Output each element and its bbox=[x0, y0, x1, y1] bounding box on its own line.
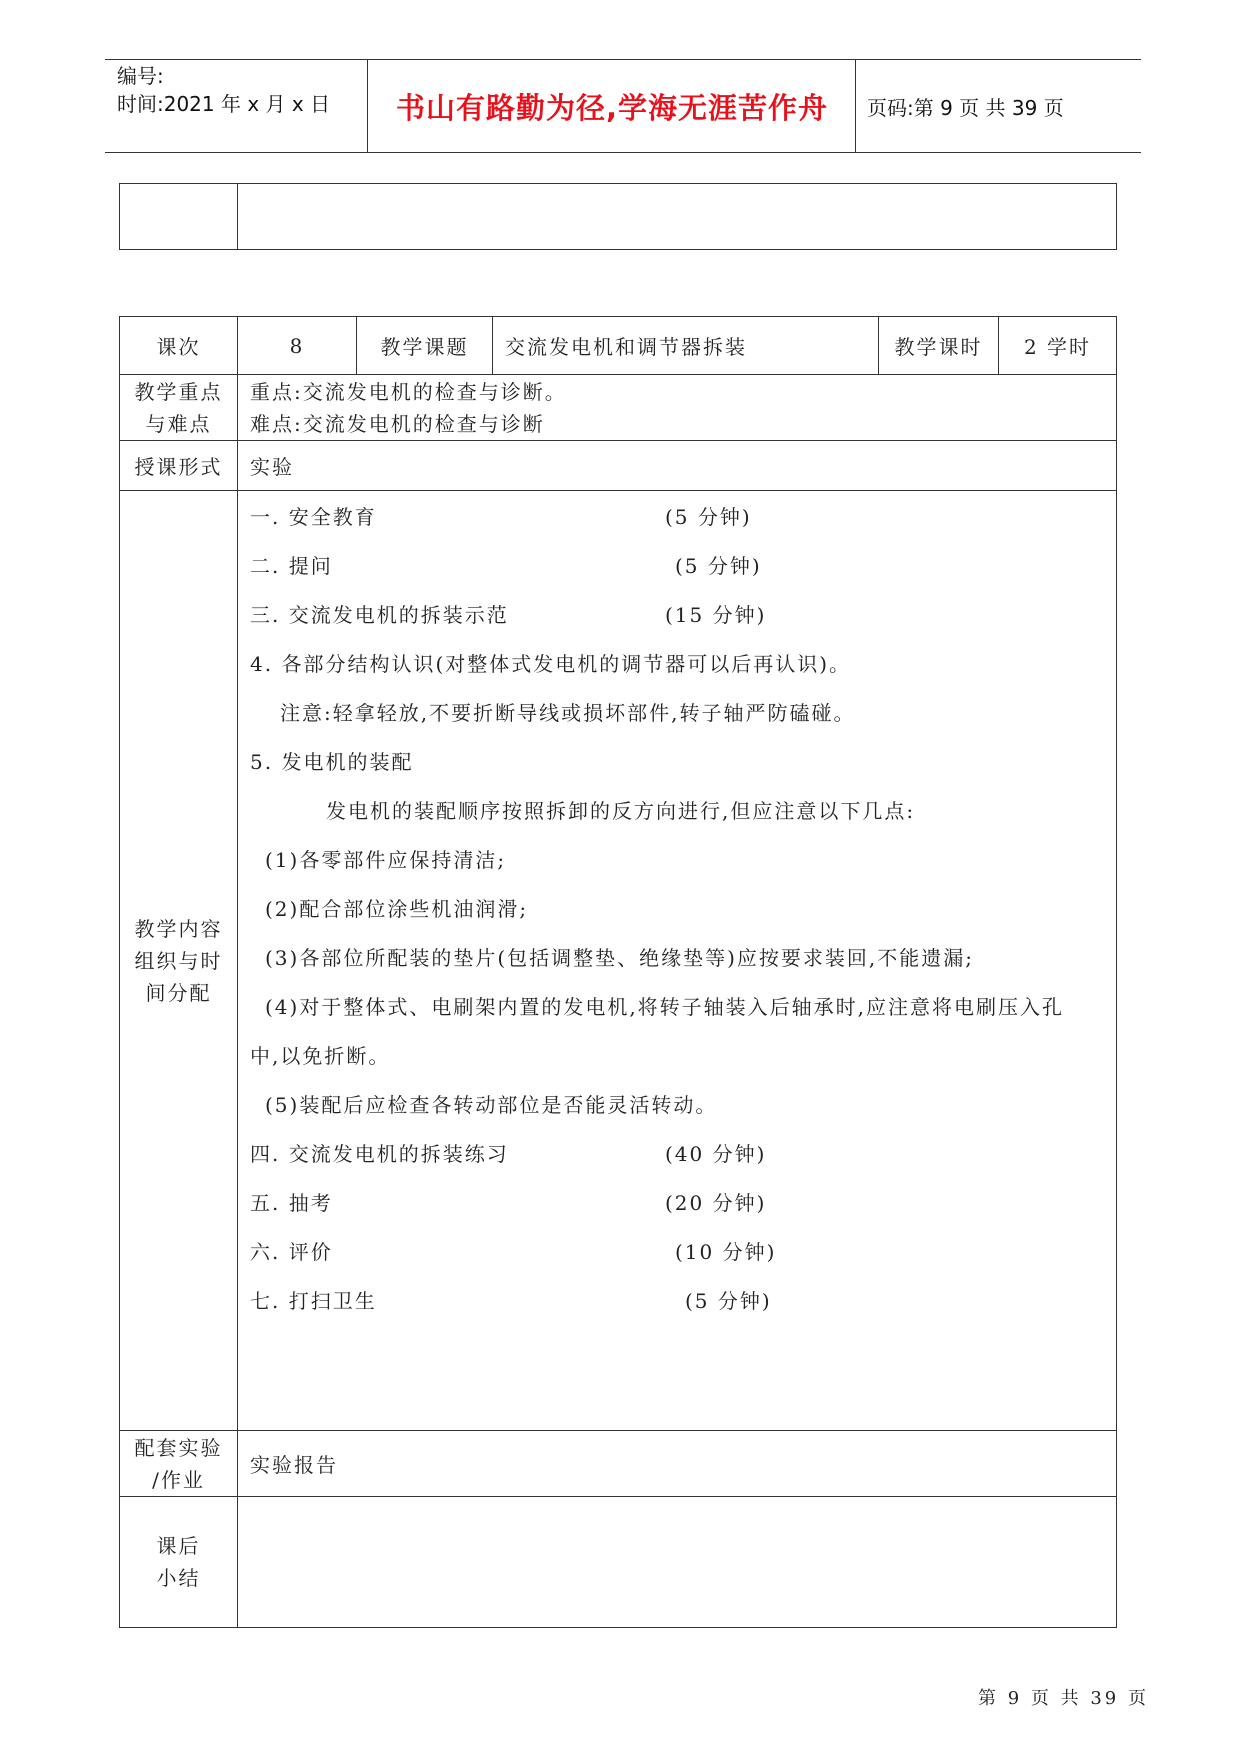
step-text: 七. 打扫卫生 bbox=[250, 1289, 377, 1313]
step-duration: (15 分钟) bbox=[665, 603, 767, 627]
assembly-point: (2)配合部位涂些机油润滑; bbox=[265, 897, 529, 921]
homework-label bbox=[120, 1431, 238, 1497]
topic-label: 教学课题 bbox=[357, 317, 493, 375]
summary-label-line: 小结 bbox=[156, 1566, 201, 1590]
assembly-point: (4)对于整体式、电刷架内置的发电机,将转子轴装入后轴承时,应注意将电刷压入孔 bbox=[265, 995, 1065, 1019]
document-time-label: 时间:2021 年 x 月 x 日 bbox=[117, 92, 331, 116]
blank-cell bbox=[238, 184, 1117, 250]
step-duration: (5 分钟) bbox=[675, 554, 762, 578]
step-duration: (40 分钟) bbox=[665, 1142, 767, 1166]
session-label: 课次 bbox=[120, 317, 238, 375]
content-label bbox=[120, 491, 238, 1431]
header-divider bbox=[855, 60, 856, 152]
summary-row bbox=[120, 1497, 1117, 1628]
step-text: 五. 抽考 bbox=[250, 1191, 333, 1215]
focus-row bbox=[120, 375, 1117, 441]
lesson-info-row bbox=[120, 317, 1117, 375]
step-duration: (10 分钟) bbox=[675, 1240, 777, 1264]
focus-key-point: 重点:交流发电机的检查与诊断。 bbox=[250, 379, 567, 404]
blank-table bbox=[119, 183, 1117, 250]
homework-value: 实验报告 bbox=[238, 1431, 1117, 1497]
step-item bbox=[250, 1228, 1106, 1277]
topic-value: 交流发电机和调节器拆装 bbox=[493, 317, 879, 375]
homework-row bbox=[120, 1431, 1117, 1497]
form-label: 授课形式 bbox=[120, 441, 238, 491]
step-item bbox=[250, 1130, 1106, 1179]
step-item bbox=[250, 591, 1106, 640]
homework-label-line: /作业 bbox=[152, 1467, 205, 1492]
step-item bbox=[250, 1179, 1106, 1228]
form-value: 实验 bbox=[238, 441, 1117, 491]
header-page-info: 页码:第 9 页 共 39 页 bbox=[867, 95, 1064, 120]
focus-difficulty: 难点:交流发电机的检查与诊断 bbox=[250, 411, 545, 436]
step-text: 三. 交流发电机的拆装示范 bbox=[250, 603, 509, 627]
focus-label-line: 与难点 bbox=[145, 411, 212, 436]
step-item bbox=[250, 542, 1106, 591]
content-body bbox=[238, 491, 1117, 1431]
assembly-point-continued: 中,以免折断。 bbox=[250, 1044, 391, 1068]
header-motto: 书山有路勤为径,学海无涯苦作舟 bbox=[395, 90, 829, 125]
summary-value bbox=[238, 1497, 1117, 1628]
header-divider bbox=[367, 60, 368, 152]
step-text: 一. 安全教育 bbox=[250, 505, 377, 529]
hours-label: 教学课时 bbox=[879, 317, 999, 375]
page-header bbox=[105, 59, 1141, 153]
document-number-label: 编号: bbox=[117, 64, 164, 88]
focus-label bbox=[120, 375, 238, 441]
step-text: 四. 交流发电机的拆装练习 bbox=[250, 1142, 509, 1166]
step-item bbox=[250, 1277, 1106, 1326]
summary-label bbox=[120, 1497, 238, 1628]
summary-label-line: 课后 bbox=[156, 1534, 201, 1558]
blank-cell bbox=[120, 184, 238, 250]
step-item bbox=[250, 493, 1106, 542]
step-duration: (5 分钟) bbox=[685, 1289, 772, 1313]
step-duration: (5 分钟) bbox=[665, 505, 752, 529]
focus-content bbox=[238, 375, 1117, 441]
assembly-point: (5)装配后应检查各转动部位是否能灵活转动。 bbox=[265, 1093, 718, 1117]
homework-label-line: 配套实验 bbox=[134, 1435, 223, 1460]
content-label-line: 教学内容 bbox=[134, 916, 223, 941]
step-note: 注意:轻拿轻放,不要折断导线或损坏部件,转子轴严防磕碰。 bbox=[280, 701, 856, 725]
assembly-point: (1)各零部件应保持清洁; bbox=[265, 848, 507, 872]
content-label-line: 组织与时 bbox=[134, 948, 223, 973]
hours-value: 2 学时 bbox=[999, 317, 1117, 375]
step-item: 5. 发电机的装配 bbox=[250, 750, 414, 774]
page-footer: 第 9 页 共 39 页 bbox=[978, 1688, 1149, 1709]
form-row bbox=[120, 441, 1117, 491]
assembly-point: (3)各部位所配装的垫片(包括调整垫、绝缘垫等)应按要求装回,不能遗漏; bbox=[265, 946, 975, 970]
lesson-plan-table bbox=[119, 316, 1117, 1628]
step-duration: (20 分钟) bbox=[665, 1191, 767, 1215]
header-meta bbox=[117, 62, 330, 118]
session-value: 8 bbox=[238, 317, 357, 375]
step-intro: 发电机的装配顺序按照拆卸的反方向进行,但应注意以下几点: bbox=[326, 799, 916, 823]
step-item: 4. 各部分结构认识(对整体式发电机的调节器可以后再认识)。 bbox=[250, 652, 852, 676]
step-text: 二. 提问 bbox=[250, 554, 333, 578]
content-label-line: 间分配 bbox=[145, 980, 212, 1005]
focus-label-line: 教学重点 bbox=[134, 379, 223, 404]
step-text: 六. 评价 bbox=[250, 1240, 333, 1264]
content-row bbox=[120, 491, 1117, 1431]
